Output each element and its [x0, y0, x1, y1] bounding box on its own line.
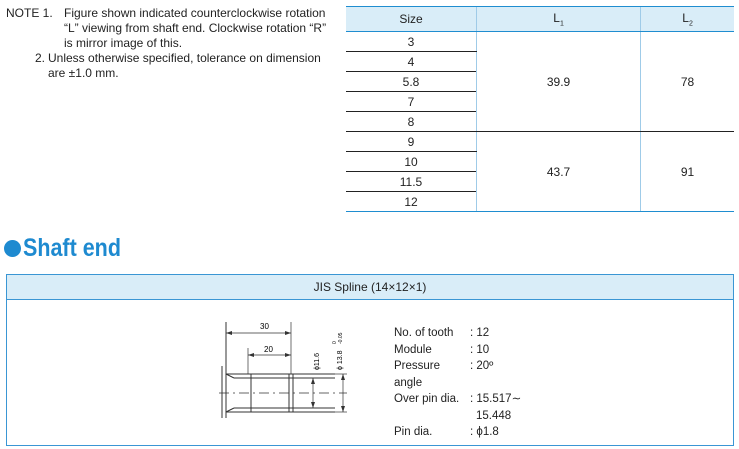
header-l1-sub: 1: [559, 20, 564, 28]
header-l2: [641, 7, 734, 32]
spec-row: [394, 342, 521, 359]
size-cell: 12: [346, 192, 477, 212]
bullet-icon: [4, 240, 21, 257]
note-2-text: Unless otherwise specified, tolerance on dimension are ±1.0 mm.: [48, 51, 321, 80]
panel-title: JIS Spline (14×12×1): [7, 275, 733, 300]
header-l2-main: L: [682, 10, 689, 25]
size-cell: 8: [346, 112, 477, 132]
size-table: [346, 6, 734, 212]
spec-value-continued: 15.448: [476, 409, 512, 422]
size-cell: 4: [346, 52, 477, 72]
dim-20-label: 20: [264, 345, 273, 354]
size-cell: 11.5: [346, 172, 477, 192]
header-l1: [477, 7, 641, 32]
spline-specs: [394, 325, 521, 441]
spec-label: No. of tooth: [394, 327, 454, 339]
dim-30-label: 30: [260, 322, 269, 331]
table-row: [346, 132, 734, 152]
l1-cell: 39.9: [477, 32, 641, 132]
spec-label: Pressure angle: [394, 360, 441, 389]
note-2-number: 2.: [35, 51, 46, 65]
spec-label: Module: [394, 343, 432, 356]
l2-cell: 78: [641, 32, 734, 132]
note-2: [6, 51, 332, 81]
spec-row: [394, 358, 521, 391]
note-1-number: NOTE 1.: [6, 6, 53, 20]
size-cell: 10: [346, 152, 477, 172]
size-cell: 9: [346, 132, 477, 152]
note-1-text: Figure shown indicated counterclockwise rotation “L” viewing from shaft end. Clockwise rotation “R” is mirror image of this.: [64, 6, 327, 50]
spline-panel: [6, 274, 734, 446]
section-heading: [4, 234, 137, 263]
spec-row: [394, 408, 521, 425]
spec-value: : 12: [470, 327, 490, 339]
spec-row: [394, 424, 521, 441]
size-table-header: [346, 7, 734, 32]
note-1: [6, 6, 332, 51]
size-cell: 7: [346, 92, 477, 112]
spec-row: [394, 325, 521, 342]
dim-dia-116-label: ϕ11.6: [314, 352, 321, 370]
table-row: [346, 32, 734, 52]
spec-value: : ϕ1.8: [470, 426, 499, 438]
dim-dia-138-label: ϕ 13.8: [337, 350, 344, 370]
spec-label: Over pin dia.: [394, 393, 460, 405]
header-size: Size: [346, 7, 477, 32]
spec-row: [394, 391, 521, 408]
dim-tol-lower: -0.05: [338, 332, 344, 344]
notes-block: [6, 6, 332, 81]
spec-value: : 20º: [470, 360, 494, 372]
header-l1-main: L: [553, 10, 560, 25]
section-title: Shaft end: [23, 234, 121, 262]
header-l2-sub: 2: [688, 20, 693, 28]
dim-tol-upper: 0: [332, 341, 338, 344]
spec-value: : 10: [470, 343, 490, 356]
l1-cell: 43.7: [477, 132, 641, 212]
size-cell: 3: [346, 32, 477, 52]
spec-value: : 15.517∼: [470, 393, 522, 405]
shaft-drawing: [215, 318, 360, 423]
spec-label: Pin dia.: [394, 426, 433, 438]
size-cell: 5.8: [346, 72, 477, 92]
l2-cell: 91: [641, 132, 734, 212]
